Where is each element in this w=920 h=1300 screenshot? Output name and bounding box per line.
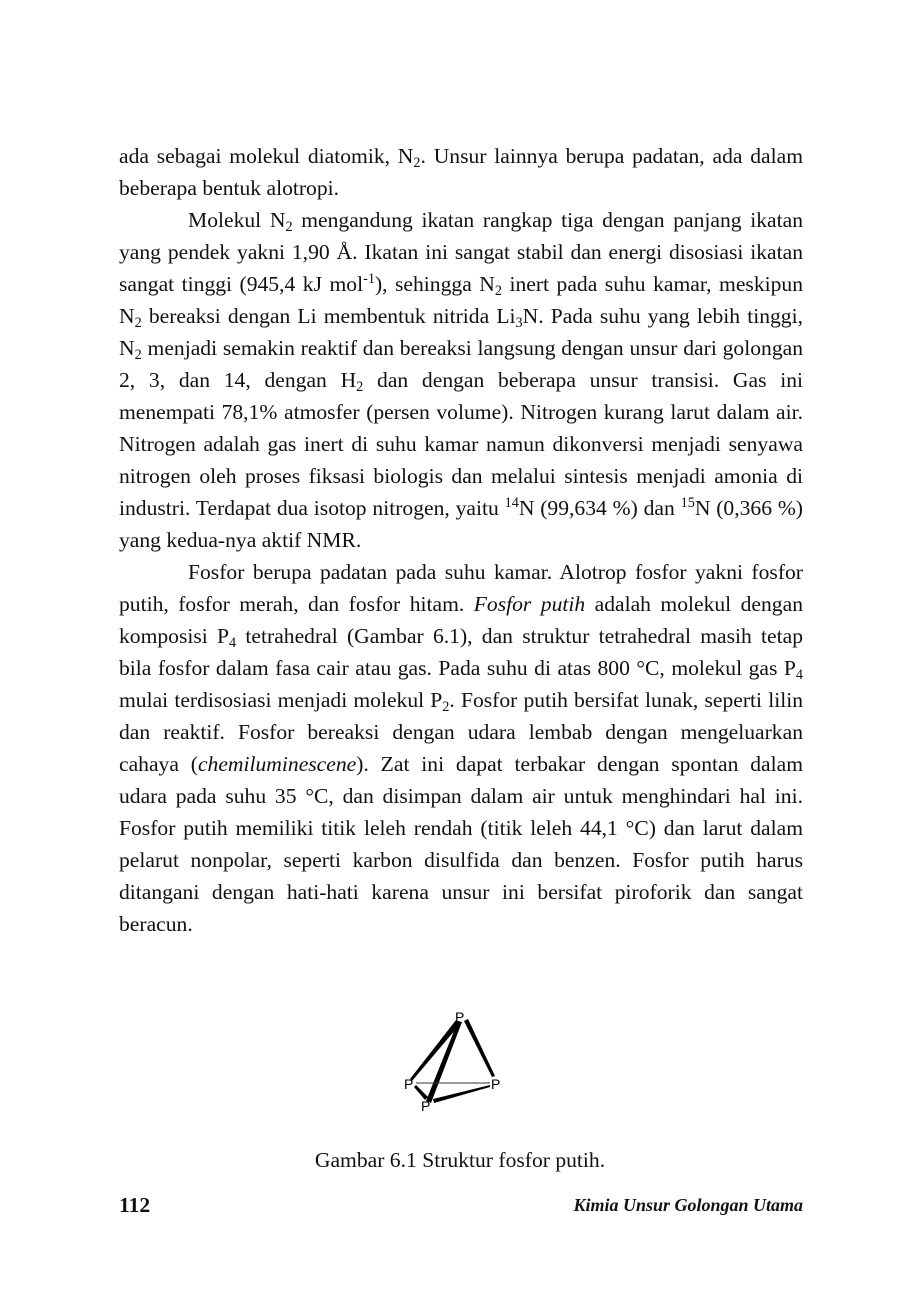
paragraph-2 [119,204,803,556]
text-sub: 2 [134,346,142,363]
text-run: adalah molekul dengan komposisi P [119,592,803,648]
text-sup: 15 [680,495,695,512]
text-sub: 2 [442,698,450,715]
bond-top-front [426,1021,462,1103]
text-run: ada sebagai molekul diatomik, N [119,144,414,168]
atom-label-front: P [421,1098,431,1114]
text-sub: 2 [134,314,142,331]
text-sub: 2 [285,218,293,235]
text-sub: 3 [515,314,523,331]
text-sub: 4 [229,634,237,651]
text-run: inert pada suhu kamar, meskipun N [119,272,804,328]
text-run: Fosfor berupa padatan pada suhu kamar. Alotrop fosfor yakni fosfor putih, fosfor merah, dan fosfor hitam. [119,560,803,616]
text-run: N (99,634 %) dan [518,496,681,520]
bond-top-right [464,1019,495,1077]
text-sub: 4 [795,666,803,683]
text-run: N (0,366 %) yang kedua-nya aktif NMR. [119,496,803,552]
text-run: . Unsur lainnya berupa padatan, ada dalam beberapa bentuk alotropi. [119,144,804,200]
figure-caption: Gambar 6.1 Struktur fosfor putih. [314,1148,606,1172]
text-run: dan dengan beberapa unsur transisi. Gas ini menempati 78,1% atmosfer (persen volume). Nitrogen kurang larut dalam air. Nitrogen adalah gas inert di suhu kamar namun dikonversi menjadi senyawa nitrogen oleh proses fiksasi biologis dan melalui sintesis menjadi amonia di industri. Terdapat dua isotop nitrogen, yaitu [119,368,803,520]
bond-front-right [433,1085,490,1103]
page-number: 112 [119,1193,151,1217]
body-text [119,140,803,940]
running-footer-title: Kimia Unsur Golongan Utama [573,1195,803,1215]
paragraph-3 [119,556,803,940]
p4-structure-diagram [398,1003,522,1115]
text-run: tetrahedral (Gambar 6.1), dan struktur tetrahedral masih tetap bila fosfor dalam fasa cair atau gas. Pada suhu di atas 800 °C, molekul gas P [119,624,803,680]
text-sup: -1 [363,271,375,288]
atom-label-left: P [404,1076,414,1092]
text-run: ), sehingga N [374,272,495,296]
atom-label-top: P [455,1009,465,1025]
text-run: bereaksi dengan Li membentuk nitrida Li [141,304,516,328]
text-sub: 2 [413,154,421,171]
text-em: chemiluminescene [197,752,357,776]
text-em: Fosfor putih [473,592,586,616]
text-run: Molekul N [188,208,286,232]
paragraph-1 [119,140,803,204]
text-sub: 2 [356,378,364,395]
text-sup: 14 [504,495,519,512]
text-run: N. Pada suhu yang lebih tinggi, N [119,304,803,360]
atom-label-right: P [491,1076,501,1092]
text-run: mulai terdisosiasi menjadi molekul P [119,688,443,712]
text-run: menjadi semakin reaktif dan bereaksi langsung dengan unsur dari golongan 2, 3, dan 14, dengan H [119,336,803,392]
text-run: mengandung ikatan rangkap tiga dengan panjang ikatan yang pendek yakni 1,90 Å. Ikatan ini sangat stabil dan energi disosiasi ikatan sangat tinggi (945,4 kJ mol [119,208,803,296]
text-sub: 2 [494,282,502,299]
p4-tetrahedral-figure [398,1003,522,1115]
bond-top-left [410,1020,461,1081]
text-run: ). Zat ini dapat terbakar dengan spontan dalam udara pada suhu 35 °C, dan disimpan dalam air untuk menghindari hal ini. Fosfor putih memiliki titik leleh rendah (titik leleh 44,1 °C) dan larut dalam pelarut nonpolar, seperti karbon disulfida dan benzen. Fosfor putih harus ditangani dengan hati-hati karena unsur ini bersifat piroforik dan sangat beracun. [119,752,803,936]
text-run: . Fosfor putih bersifat lunak, seperti lilin dan reaktif. Fosfor bereaksi dengan udara lembab dengan mengeluarkan cahaya ( [119,688,803,776]
